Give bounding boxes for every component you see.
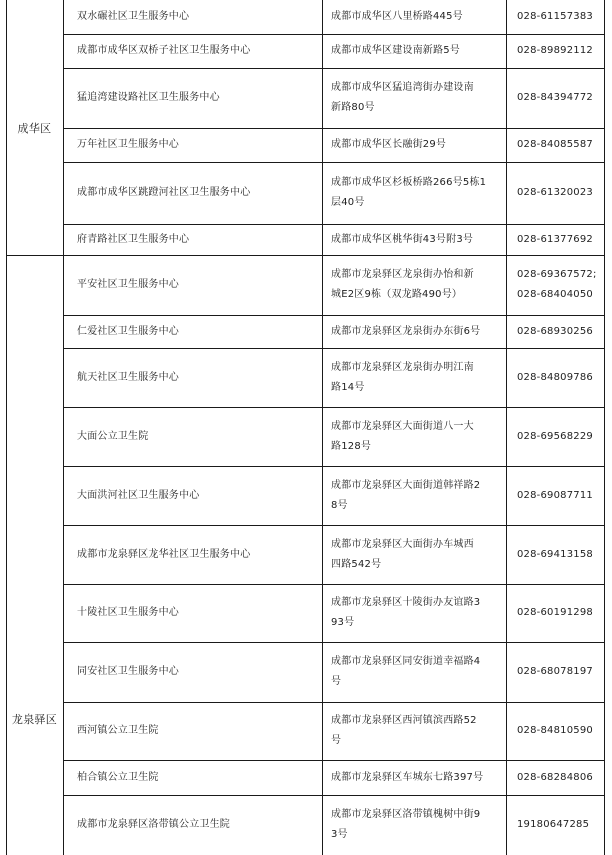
- cell-name: 十陵社区卫生服务中心: [77, 607, 179, 618]
- cell-phone: 028-84810590: [517, 725, 593, 736]
- cell-address: 成都市龙泉驿区大面街道韩祥路2 8号: [331, 479, 481, 511]
- cell-phone: 19180647285: [517, 819, 590, 830]
- cell-phone: 028-61157383: [517, 11, 593, 22]
- cell-name: 西河镇公立卫生院: [77, 725, 159, 736]
- cell-phone: 028-68284806: [517, 771, 593, 783]
- cell-name: 航天社区卫生服务中心: [77, 371, 179, 383]
- cell-address: 成都市龙泉驿区龙泉街办明江南 路14号: [331, 361, 474, 393]
- cell-address: 成都市龙泉驿区西河镇滨西路52 号: [331, 715, 477, 746]
- cell-name: 成都市龙泉驿区龙华社区卫生服务中心: [77, 548, 251, 560]
- cell-name: 成都市成华区跳蹬河社区卫生服务中心: [77, 187, 251, 198]
- cell-address: 成都市龙泉驿区十陵街办友谊路3 93号: [331, 597, 481, 628]
- cell-phone: 028-69367572; 028-68404050: [517, 269, 597, 300]
- cell-phone: 028-69087711: [517, 489, 593, 501]
- cell-address: 成都市成华区八里桥路445号: [331, 11, 463, 22]
- cell-name: 成都市龙泉驿区洛带镇公立卫生院: [77, 819, 230, 830]
- cell-phone: 028-69413158: [517, 548, 593, 560]
- cell-address: 成都市龙泉驿区车城东七路397号: [331, 771, 484, 783]
- cell-phone: 028-68930256: [517, 325, 593, 337]
- cell-name: 同安社区卫生服务中心: [77, 666, 179, 677]
- cell-name: 仁爱社区卫生服务中心: [77, 325, 179, 337]
- cell-address: 成都市成华区建设南新路5号: [331, 45, 460, 56]
- column-rule-0: [6, 0, 7, 855]
- cell-address: 成都市龙泉驿区大面街办车城西 四路542号: [331, 538, 474, 570]
- cell-phone: 028-61377692: [517, 233, 593, 245]
- cell-address: 成都市龙泉驿区龙泉街办东街6号: [331, 325, 481, 337]
- cell-phone: 028-84085587: [517, 139, 593, 150]
- cell-name: 柏合镇公立卫生院: [77, 771, 159, 783]
- cell-phone: 028-68078197: [517, 666, 593, 677]
- cell-address: 成都市成华区桃华街43号附3号: [331, 233, 474, 245]
- cell-name: 万年社区卫生服务中心: [77, 139, 179, 150]
- cell-name: 府青路社区卫生服务中心: [77, 233, 190, 245]
- district-rule: [6, 255, 605, 256]
- cell-address: 成都市龙泉驿区龙泉街办怡和新 城E2区9栋（双龙路490号）: [331, 269, 474, 300]
- cell-name: 大面公立卫生院: [77, 430, 149, 442]
- cell-phone: 028-84394772: [517, 92, 593, 103]
- cell-address: 成都市龙泉驿区同安街道幸福路4 号: [331, 656, 481, 687]
- cell-address: 成都市成华区长融街29号: [331, 139, 447, 150]
- cell-phone: 028-69568229: [517, 430, 593, 442]
- cell-address: 成都市龙泉驿区大面街道八一大 路128号: [331, 420, 474, 452]
- cell-name: 大面洪河社区卫生服务中心: [77, 489, 200, 501]
- cell-name: 成都市成华区双桥子社区卫生服务中心: [77, 45, 251, 56]
- cell-address: 成都市龙泉驿区洛带镇槐树中街9 3号: [331, 809, 481, 840]
- cell-name: 双水碾社区卫生服务中心: [77, 11, 190, 22]
- cell-phone: 028-60191298: [517, 607, 593, 618]
- district-label: 龙泉驿区: [11, 713, 58, 726]
- cell-phone: 028-84809786: [517, 371, 593, 383]
- cell-phone: 028-61320023: [517, 187, 593, 198]
- cell-name: 猛追湾建设路社区卫生服务中心: [77, 92, 220, 103]
- cell-phone: 028-89892112: [517, 45, 593, 56]
- cell-name: 平安社区卫生服务中心: [77, 279, 179, 290]
- cell-address: 成都市成华区杉板桥路266号5栋1 层40号: [331, 177, 487, 208]
- district-label: 成华区: [17, 121, 52, 135]
- cell-address: 成都市成华区猛追湾街办建设南 新路80号: [331, 82, 474, 113]
